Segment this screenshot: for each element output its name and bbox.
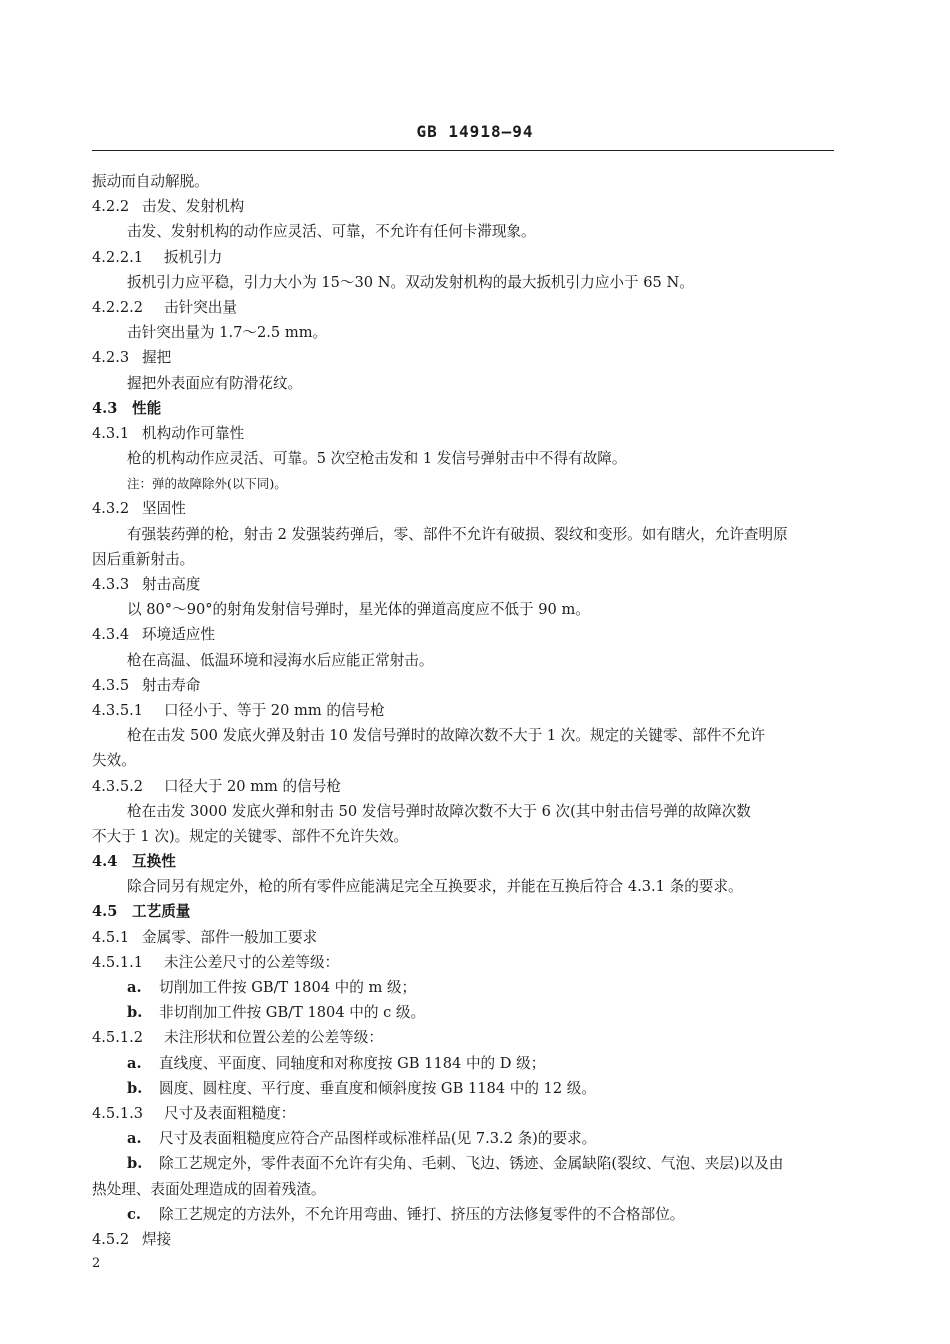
paragraph-line: 因后重新射击。 bbox=[92, 550, 195, 568]
list-item: b. 非切削加工件按 GB/T 1804 中的 c 级。 bbox=[127, 1004, 426, 1022]
section-heading-4-2-3: 4.2.3 握把 bbox=[92, 349, 172, 367]
paragraph-line: 有强装药弹的枪，射击 2 发强装药弹后，零、部件不允许有破损、裂纹和变形。如有瞎火，允许查明原 bbox=[127, 525, 788, 543]
section-heading-4-3-5-2: 4.3.5.2 口径大于 20 mm 的信号枪 bbox=[92, 777, 341, 795]
section-heading-4-2-2-2: 4.2.2.2 击针突出量 bbox=[92, 298, 237, 316]
paragraph-line: 除合同另有规定外，枪的所有零件应能满足完全互换要求，并能在互换后符合 4.3.1 条的要求。 bbox=[127, 878, 743, 896]
list-item: a. 尺寸及表面粗糙度应符合产品图样或标准样品(见 7.3.2 条)的要求。 bbox=[127, 1130, 597, 1148]
section-heading-4-4: 4.4 互换性 bbox=[92, 853, 176, 871]
section-heading-4-5-2: 4.5.2 焊接 bbox=[92, 1230, 172, 1248]
section-heading-4-5-1-1: 4.5.1.1 未注公差尺寸的公差等级： bbox=[92, 953, 340, 971]
paragraph-line: 枪在高温、低温环境和浸海水后应能正常射击。 bbox=[127, 651, 434, 669]
section-heading-4-2-2-1: 4.2.2.1 扳机引力 bbox=[92, 248, 223, 266]
section-heading-4-3-2: 4.3.2 坚固性 bbox=[92, 500, 186, 518]
section-heading-4-3-5-1: 4.3.5.1 口径小于、等于 20 mm 的信号枪 bbox=[92, 701, 385, 719]
header-rule bbox=[92, 150, 834, 151]
paragraph-line: 以 80°～90°的射角发射信号弹时，星光体的弹道高度应不低于 90 m。 bbox=[127, 601, 590, 619]
paragraph-line: 热处理、表面处理造成的固着残渣。 bbox=[92, 1180, 326, 1198]
section-heading-4-3-1: 4.3.1 机构动作可靠性 bbox=[92, 424, 245, 442]
list-item: a. 直线度、平面度、同轴度和对称度按 GB 1184 中的 D 级； bbox=[127, 1054, 546, 1072]
section-heading-4-2-2: 4.2.2 击发、发射机构 bbox=[92, 198, 245, 216]
paragraph-line: 扳机引力应平稳，引力大小为 15～30 N。双动发射机构的最大扳机引力应小于 65 N。 bbox=[127, 273, 694, 291]
page-number: 2 bbox=[92, 1256, 101, 1271]
section-heading-4-3-5: 4.3.5 射击寿命 bbox=[92, 676, 201, 694]
section-heading-4-3-4: 4.3.4 环境适应性 bbox=[92, 626, 215, 644]
paragraph-line: 握把外表面应有防滑花纹。 bbox=[127, 374, 303, 392]
paragraph-line: 击发、发射机构的动作应灵活、可靠，不允许有任何卡滞现象。 bbox=[127, 223, 536, 241]
list-item: b. 除工艺规定外，零件表面不允许有尖角、毛刺、飞边、锈迹、金属缺陷(裂纹、气泡、夹层)以及由 bbox=[127, 1155, 784, 1173]
paragraph-line: 枪在击发 500 发底火弹及射击 10 发信号弹时的故障次数不大于 1 次。规定的关键零、部件不允许 bbox=[127, 727, 766, 745]
paragraph-line: 枪的机构动作应灵活、可靠。5 次空枪击发和 1 发信号弹射击中不得有故障。 bbox=[127, 450, 627, 468]
paragraph-line: 振动而自动解脱。 bbox=[92, 173, 209, 190]
note-line: 注：弹的故障除外(以下同)。 bbox=[127, 476, 287, 492]
document-body bbox=[0, 169, 950, 1252]
section-heading-4-3: 4.3 性能 bbox=[92, 399, 162, 417]
list-item: a. 切削加工件按 GB/T 1804 中的 m 级； bbox=[127, 979, 417, 996]
list-item: c. 除工艺规定的方法外，不允许用弯曲、锤打、挤压的方法修复零件的不合格部位。 bbox=[127, 1205, 685, 1223]
standard-number-header: GB 14918—94 bbox=[416, 122, 534, 141]
section-heading-4-5-1-3: 4.5.1.3 尺寸及表面粗糙度： bbox=[92, 1104, 296, 1122]
paragraph-line: 失效。 bbox=[92, 752, 136, 770]
section-heading-4-5-1: 4.5.1 金属零、部件一般加工要求 bbox=[92, 928, 318, 946]
section-heading-4-5-1-2: 4.5.1.2 未注形状和位置公差的公差等级： bbox=[92, 1029, 383, 1047]
section-heading-4-3-3: 4.3.3 射击高度 bbox=[92, 576, 201, 593]
paragraph-line: 枪在击发 3000 发底火弹和射击 50 发信号弹时故障次数不大于 6 次(其中射击信号弹的故障次数 bbox=[127, 802, 751, 820]
list-item: b. 圆度、圆柱度、平行度、垂直度和倾斜度按 GB 1184 中的 12 级。 bbox=[127, 1079, 596, 1097]
paragraph-line: 不大于 1 次)。规定的关键零、部件不允许失效。 bbox=[92, 827, 409, 845]
section-heading-4-5: 4.5 工艺质量 bbox=[92, 903, 191, 921]
paragraph-line: 击针突出量为 1.7～2.5 mm。 bbox=[127, 324, 328, 342]
